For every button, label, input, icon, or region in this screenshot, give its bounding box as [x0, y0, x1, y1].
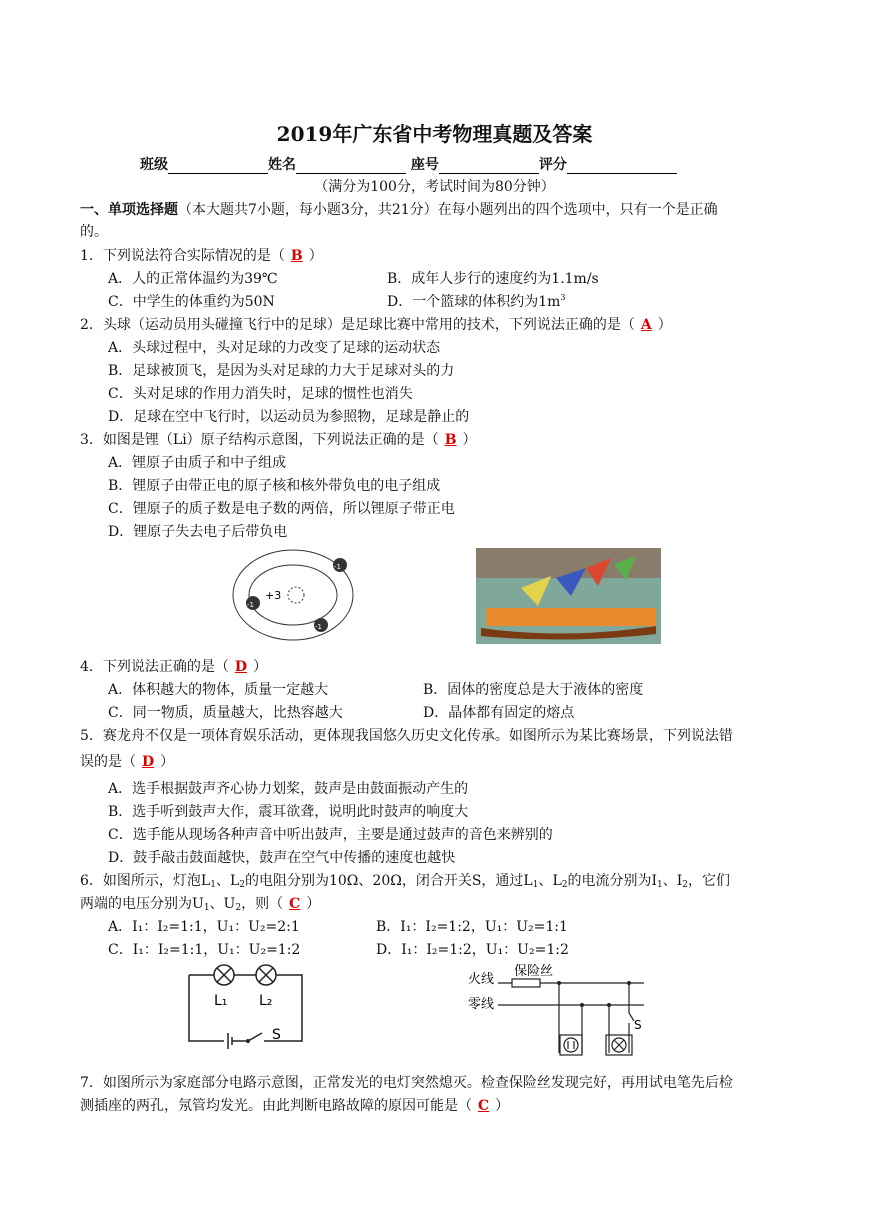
svg-text:-1: -1: [247, 601, 254, 609]
seat-label: 座号: [410, 157, 439, 173]
student-info-row: [140, 154, 677, 174]
question-1: 1．下列说法符合实际情况的是（ B ）: [80, 248, 323, 264]
page-title: 2019年广东省中考物理真题及答案: [276, 122, 593, 146]
q6-option-a: A．I₁：I₂=1:1，U₁：U₂=2:1: [108, 919, 300, 935]
question-5-cont: 误的是（ D ）: [80, 754, 175, 770]
q2-option-c: C．头对足球的作用力消失时，足球的惯性也消失: [108, 386, 413, 402]
class-field[interactable]: [168, 159, 268, 174]
q4-option-c: C．同一物质，质量越大，比热容越大: [108, 705, 343, 721]
question-7-cont: 测插座的两孔，氖管均发光。由此判断电路故障的原因可能是（ C ）: [80, 1098, 510, 1114]
score-field[interactable]: [567, 159, 677, 174]
section-desc-cont: 的。: [80, 224, 108, 240]
series-circuit-diagram: [184, 963, 309, 1055]
answer-6: C: [289, 896, 301, 912]
nucleus-charge-label: +3: [265, 589, 282, 602]
q5-option-a: A．选手根据鼓声齐心协力划桨，鼓声是由鼓面振动产生的: [108, 781, 469, 797]
lithium-atom-diagram: [228, 545, 358, 645]
class-label: 班级: [140, 157, 168, 173]
neutral-wire-label: 零线: [468, 997, 495, 1012]
q3-option-d: D．锂原子失去电子后带负电: [108, 524, 288, 540]
q4-option-a: A．体积越大的物体，质量一定越大: [108, 682, 329, 698]
seat-field[interactable]: [439, 159, 539, 174]
dragon-boat-photo: [476, 548, 661, 644]
question-4: 4．下列说法正确的是（ D ）: [80, 659, 268, 675]
name-field[interactable]: [296, 159, 406, 174]
l2-label: L₂: [259, 993, 273, 1009]
electron-3: [314, 618, 328, 632]
answer-7: C: [478, 1098, 490, 1114]
q3-option-b: B．锂原子由带正电的原子核和核外带负电的电子组成: [108, 478, 441, 494]
live-wire-label: 火线: [468, 972, 495, 987]
question-6-cont: 两端的电压分别为$U_1$、$U_2$，则（ C ）: [80, 896, 321, 913]
q3-option-c: C．锂原子的质子数是电子数的两倍，所以锂原子带正电: [108, 501, 455, 517]
name-label: 姓名: [268, 157, 296, 173]
switch-s-label: S: [634, 1018, 642, 1032]
q4-option-b: B．固体的密度总是大于液体的密度: [423, 682, 644, 698]
q2-option-a: A．头球过程中，头对足球的力改变了足球的运动状态: [108, 340, 441, 356]
q1-option-d: D．一个篮球的体积约为$1m^3$: [387, 293, 566, 310]
q1-option-c: C．中学生的体重约为50N: [108, 294, 275, 310]
question-5: 5．赛龙舟不仅是一项体育娱乐活动，更体现我国悠久历史文化传承。如图所示为某比赛场景，下列说法错: [80, 728, 733, 744]
switch-label: S: [272, 1027, 281, 1043]
q6-option-b: B．I₁：I₂=1:2，U₁：U₂=1:1: [376, 919, 568, 935]
q6-option-d: D．I₁：I₂=1:2，U₁：U₂=1:2: [376, 942, 569, 958]
answer-5: D: [142, 754, 155, 770]
q5-option-b: B．选手听到鼓声大作，震耳欲聋，说明此时鼓声的响度大: [108, 804, 469, 820]
section-desc: （本大题共7小题，每小题3分，共21分）在每小题列出的四个选项中，只有一个是正确: [178, 202, 718, 218]
section-heading: [80, 199, 718, 219]
q2-option-d: D．足球在空中飞行时，以运动员为参照物，足球是静止的: [108, 409, 470, 425]
fuse-label: 保险丝: [514, 964, 554, 979]
answer-2: A: [640, 317, 652, 333]
q1-option-a: A．人的正常体温约为39℃: [108, 271, 278, 287]
svg-text:-1: -1: [334, 563, 341, 571]
q2-option-b: B．足球被顶飞，是因为头对足球的力大于足球对头的力: [108, 363, 455, 379]
svg-text:-1: -1: [315, 623, 322, 631]
q6-option-c: C．I₁：I₂=1:1，U₁：U₂=1:2: [108, 942, 301, 958]
exam-info: （满分为100分，考试时间为80分钟）: [314, 179, 555, 195]
q1-option-b: B．成年人步行的速度约为1.1m/s: [387, 271, 599, 287]
q5-option-d: D．鼓手敲击鼓面越快，鼓声在空气中传播的速度也越快: [108, 850, 456, 866]
question-6: 6．如图所示，灯泡$L_1$、$L_2$的电阻分别为10Ω、20Ω，闭合开关S，通过$L_1$、$L_2$的电流分别为$I_1$、$I_2$，它们: [80, 873, 731, 890]
answer-1: B: [290, 248, 303, 264]
answer-4: D: [234, 659, 248, 675]
answer-3: B: [444, 432, 457, 448]
q5-option-c: C．选手能从现场各种声音中听出鼓声，主要是通过鼓声的音色来辨别的: [108, 827, 553, 843]
l1-label: L₁: [214, 993, 228, 1009]
q4-option-d: D．晶体都有固定的熔点: [423, 705, 575, 721]
electron-1: [333, 558, 347, 572]
household-circuit-diagram: [464, 961, 649, 1061]
electron-2: [246, 596, 260, 610]
q3-option-a: A．锂原子由质子和中子组成: [108, 455, 287, 471]
question-2: 2．头球（运动员用头碰撞飞行中的足球）是足球比赛中常用的技术，下列说法正确的是（ A ）: [80, 317, 672, 333]
question-7: 7．如图所示为家庭部分电路示意图，正常发光的电灯突然熄灭。检查保险丝发现完好，再用试电笔先后检: [80, 1075, 733, 1091]
section-title: 一、单项选择题: [80, 202, 178, 218]
question-3: 3．如图是锂（Li）原子结构示意图，下列说法正确的是（ B ）: [80, 432, 477, 448]
score-label: 评分: [538, 157, 567, 173]
